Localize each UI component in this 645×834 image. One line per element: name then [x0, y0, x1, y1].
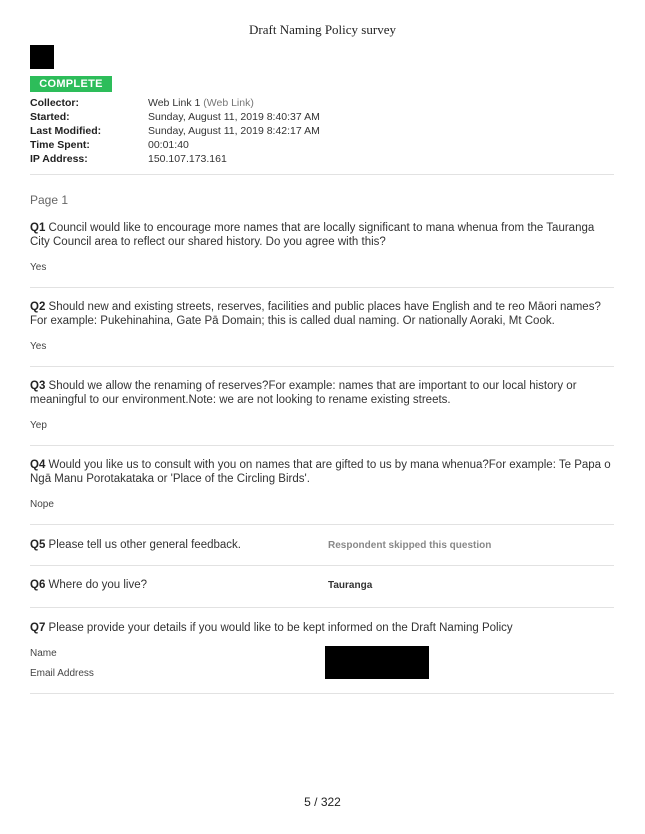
- page-label: Page 1: [30, 193, 69, 207]
- answer-3: Yep: [30, 420, 47, 431]
- response-metadata: [30, 96, 320, 166]
- divider: [30, 174, 614, 175]
- question-text: Should we allow the renaming of reserves?For example: names that are important to our local history or meaningful to our environment.Note: we are not looking to rename existing streets.: [30, 380, 577, 406]
- question-text: Would you like us to consult with you on names that are gifted to us by mana whenua?For example: Te Papa o Ngā Manu Porotakataka or 'Place of the Circling Birds'.: [30, 459, 611, 485]
- question-6: [30, 578, 320, 592]
- question-number: Q7: [30, 622, 46, 634]
- collector-name: Web Link 1: [148, 97, 201, 109]
- question-number: Q4: [30, 459, 46, 471]
- question-text: Please provide your details if you would like to be kept informed on the Draft Naming Policy: [48, 622, 513, 634]
- collector-type: (Web Link): [203, 97, 254, 109]
- status-badge: COMPLETE: [30, 76, 112, 92]
- answer-1: Yes: [30, 262, 47, 273]
- answer-5-skipped: Respondent skipped this question: [328, 540, 492, 551]
- question-number: Q1: [30, 222, 46, 234]
- started-label: Started:: [30, 111, 70, 123]
- document-title: Draft Naming Policy survey: [249, 22, 396, 37]
- question-number: Q6: [30, 579, 46, 591]
- field-label-name: Name: [30, 648, 57, 659]
- time-spent-label: Time Spent:: [30, 139, 90, 151]
- answer-6: Tauranga: [328, 580, 373, 591]
- question-number: Q5: [30, 539, 46, 551]
- divider: [30, 524, 614, 525]
- question-number: Q3: [30, 380, 46, 392]
- page-number: 5 / 322: [304, 795, 341, 809]
- last-modified-value: Sunday, August 11, 2019 8:42:17 AM: [148, 125, 320, 137]
- meta-row-started: [30, 110, 320, 124]
- meta-row-last-modified: [30, 124, 320, 138]
- meta-row-time-spent: [30, 138, 320, 152]
- divider: [30, 565, 614, 566]
- ip-address-value: 150.107.173.161: [148, 153, 227, 165]
- divider: [30, 607, 614, 608]
- question-5: [30, 538, 320, 552]
- question-number: Q2: [30, 301, 46, 313]
- answer-4: Nope: [30, 499, 54, 510]
- question-text: Where do you live?: [48, 579, 147, 591]
- time-spent-value: 00:01:40: [148, 139, 189, 151]
- question-1: [30, 221, 614, 249]
- meta-row-ip-address: [30, 152, 320, 166]
- divider: [30, 693, 614, 694]
- divider: [30, 366, 614, 367]
- collector-value: [148, 96, 254, 110]
- answer-2: Yes: [30, 341, 47, 352]
- question-text: Please tell us other general feedback.: [48, 539, 241, 551]
- last-modified-label: Last Modified:: [30, 125, 102, 137]
- question-text: Should new and existing streets, reserves, facilities and public places have English and te reo Māori names?For example: Pukehinahina, Gate Pā Domain; this is called dual naming. Or nationally Aoraki, Mt Cook.: [30, 301, 601, 327]
- question-4: [30, 458, 614, 486]
- question-3: [30, 379, 614, 407]
- collector-label: Collector:: [30, 97, 80, 109]
- question-2: [30, 300, 614, 328]
- logo-redacted: [30, 45, 54, 69]
- field-label-email: Email Address: [30, 668, 94, 679]
- ip-address-label: IP Address:: [30, 153, 88, 165]
- divider: [30, 445, 614, 446]
- meta-row-collector: [30, 96, 320, 110]
- started-value: Sunday, August 11, 2019 8:40:37 AM: [148, 111, 320, 123]
- redacted-contact-details: [325, 646, 429, 679]
- question-text: Council would like to encourage more names that are locally significant to mana whenua from the Tauranga City Council area to reflect our shared history. Do you agree with this?: [30, 222, 595, 248]
- question-7: [30, 621, 614, 635]
- divider: [30, 287, 614, 288]
